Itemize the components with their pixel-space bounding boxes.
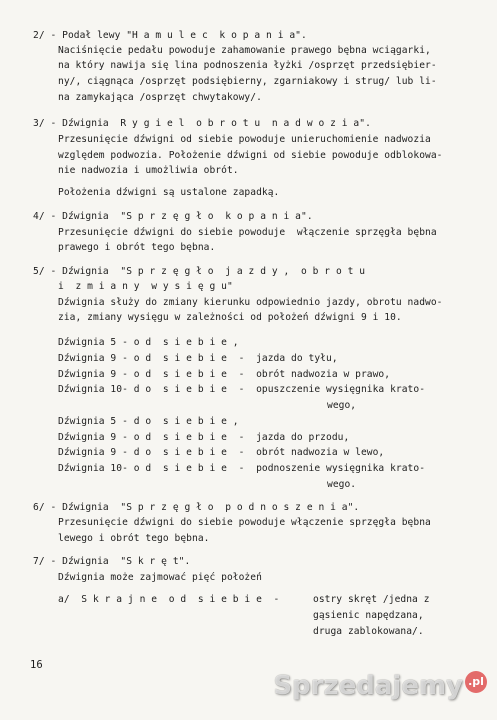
lever-position-line: Dźwignia 5 - d o s i e b i e , [58, 416, 239, 427]
paragraph-line: względem podwozia. Położenie dźwigni od siebie powoduje odblokowa- [58, 150, 443, 161]
lever-position-cont: wego, [327, 400, 357, 411]
lever-position-line: Dźwignia 9 - d o s i e b i e - obrót nadwozia w lewo, [58, 447, 385, 458]
item-3-heading: 3/ - Dźwignia R y g i e l o b r o t u n a d w o z i a". [33, 118, 371, 129]
lever-position-line: Dźwignia 9 - o d s i e b i e - obrót nadwozia w prawo, [58, 369, 391, 380]
watermark-logo: Sprzedajemy .pl [273, 671, 487, 701]
paragraph-line: prawego i obrót tego bębna. [58, 242, 216, 253]
paragraph-line: na zamykająca /osprzęt chwytakowy/. [58, 92, 262, 103]
position-a-desc: druga zablokowana/. [313, 626, 424, 637]
item-6-heading: 6/ - Dźwignia "S p r z ę g ł o p o d n o s z e n i a". [33, 502, 360, 513]
lever-position-line: Dźwignia 9 - o d s i e b i e - jazda do przodu, [58, 432, 350, 443]
paragraph-line: nie nadwozia i umożliwia obrót. [58, 165, 239, 176]
position-a-desc: gąsienic napędzana, [313, 610, 424, 621]
lever-position-line: Dźwignia 9 - o d s i e b i e - jazda do tyłu, [58, 353, 338, 364]
item-7-heading: 7/ - Dźwignia "S k r ę t". [33, 556, 191, 567]
paragraph-line: na który nawija się lina podnoszenia łyżki /osprzęt przedsiębier- [58, 60, 437, 71]
lever-position-line: Dźwignia 5 - o d s i e b i e , [58, 337, 239, 348]
paragraph-line: ny/, ciągnąca /osprzęt podsiębierny, zgarniakowy i strug/ lub li- [58, 76, 437, 87]
item-5-heading: 5/ - Dźwignia "S p r z ę g ł o j a z d y , o b r o t u [33, 266, 366, 277]
page-number: 16 [30, 659, 43, 671]
paragraph-line: Dźwignia może zajmować pięć położeń [58, 572, 262, 583]
lever-position-cont: wego. [327, 479, 357, 490]
position-a-desc: ostry skręt /jedna z [313, 594, 430, 605]
paragraph-line: Przesunięcie dźwigni do siebie powoduje włączenie sprzęgła bębna [58, 227, 437, 238]
paragraph-line: Przesunięcie dźwigni od siebie powoduje unieruchomienie nadwozia [58, 134, 431, 145]
paragraph-line: zia, zmiany wysięgu w zależności od położeń dźwigni 9 i 10. [58, 312, 402, 323]
paragraph-line: Dźwignia służy do zmiany kierunku odpowiednio jazdy, obrotu nadwo- [58, 297, 443, 308]
lever-position-line: Dźwignia 10- d o s i e b i e - opuszczenie wysięgnika krato- [58, 384, 426, 395]
paragraph-line: Naciśnięcie pedału powoduje zahamowanie prawego bębna wciągarki, [58, 45, 431, 56]
paragraph-line: Przesunięcie dźwigni do siebie powoduje włączenie sprzęgła bębna [58, 517, 431, 528]
paragraph-line: lewego i obrót tego bębna. [58, 533, 210, 544]
item-2-heading: 2/ - Podał lewy "H a m u l e c k o p a n i a". [33, 30, 307, 41]
item-5-heading-cont: i z m i a n y w y s i ę g u" [58, 281, 233, 292]
lever-position-line: Dźwignia 10- o d s i e b i e - podnoszenie wysięgnika krato- [58, 463, 426, 474]
item-4-heading: 4/ - Dźwignia "S p r z ę g ł o k o p a n i a". [33, 211, 313, 222]
paragraph-line: Położenia dźwigni są ustalone zapadką. [58, 187, 280, 198]
position-a-label: a/ S k r a j n e o d s i e b i e - [58, 594, 280, 605]
